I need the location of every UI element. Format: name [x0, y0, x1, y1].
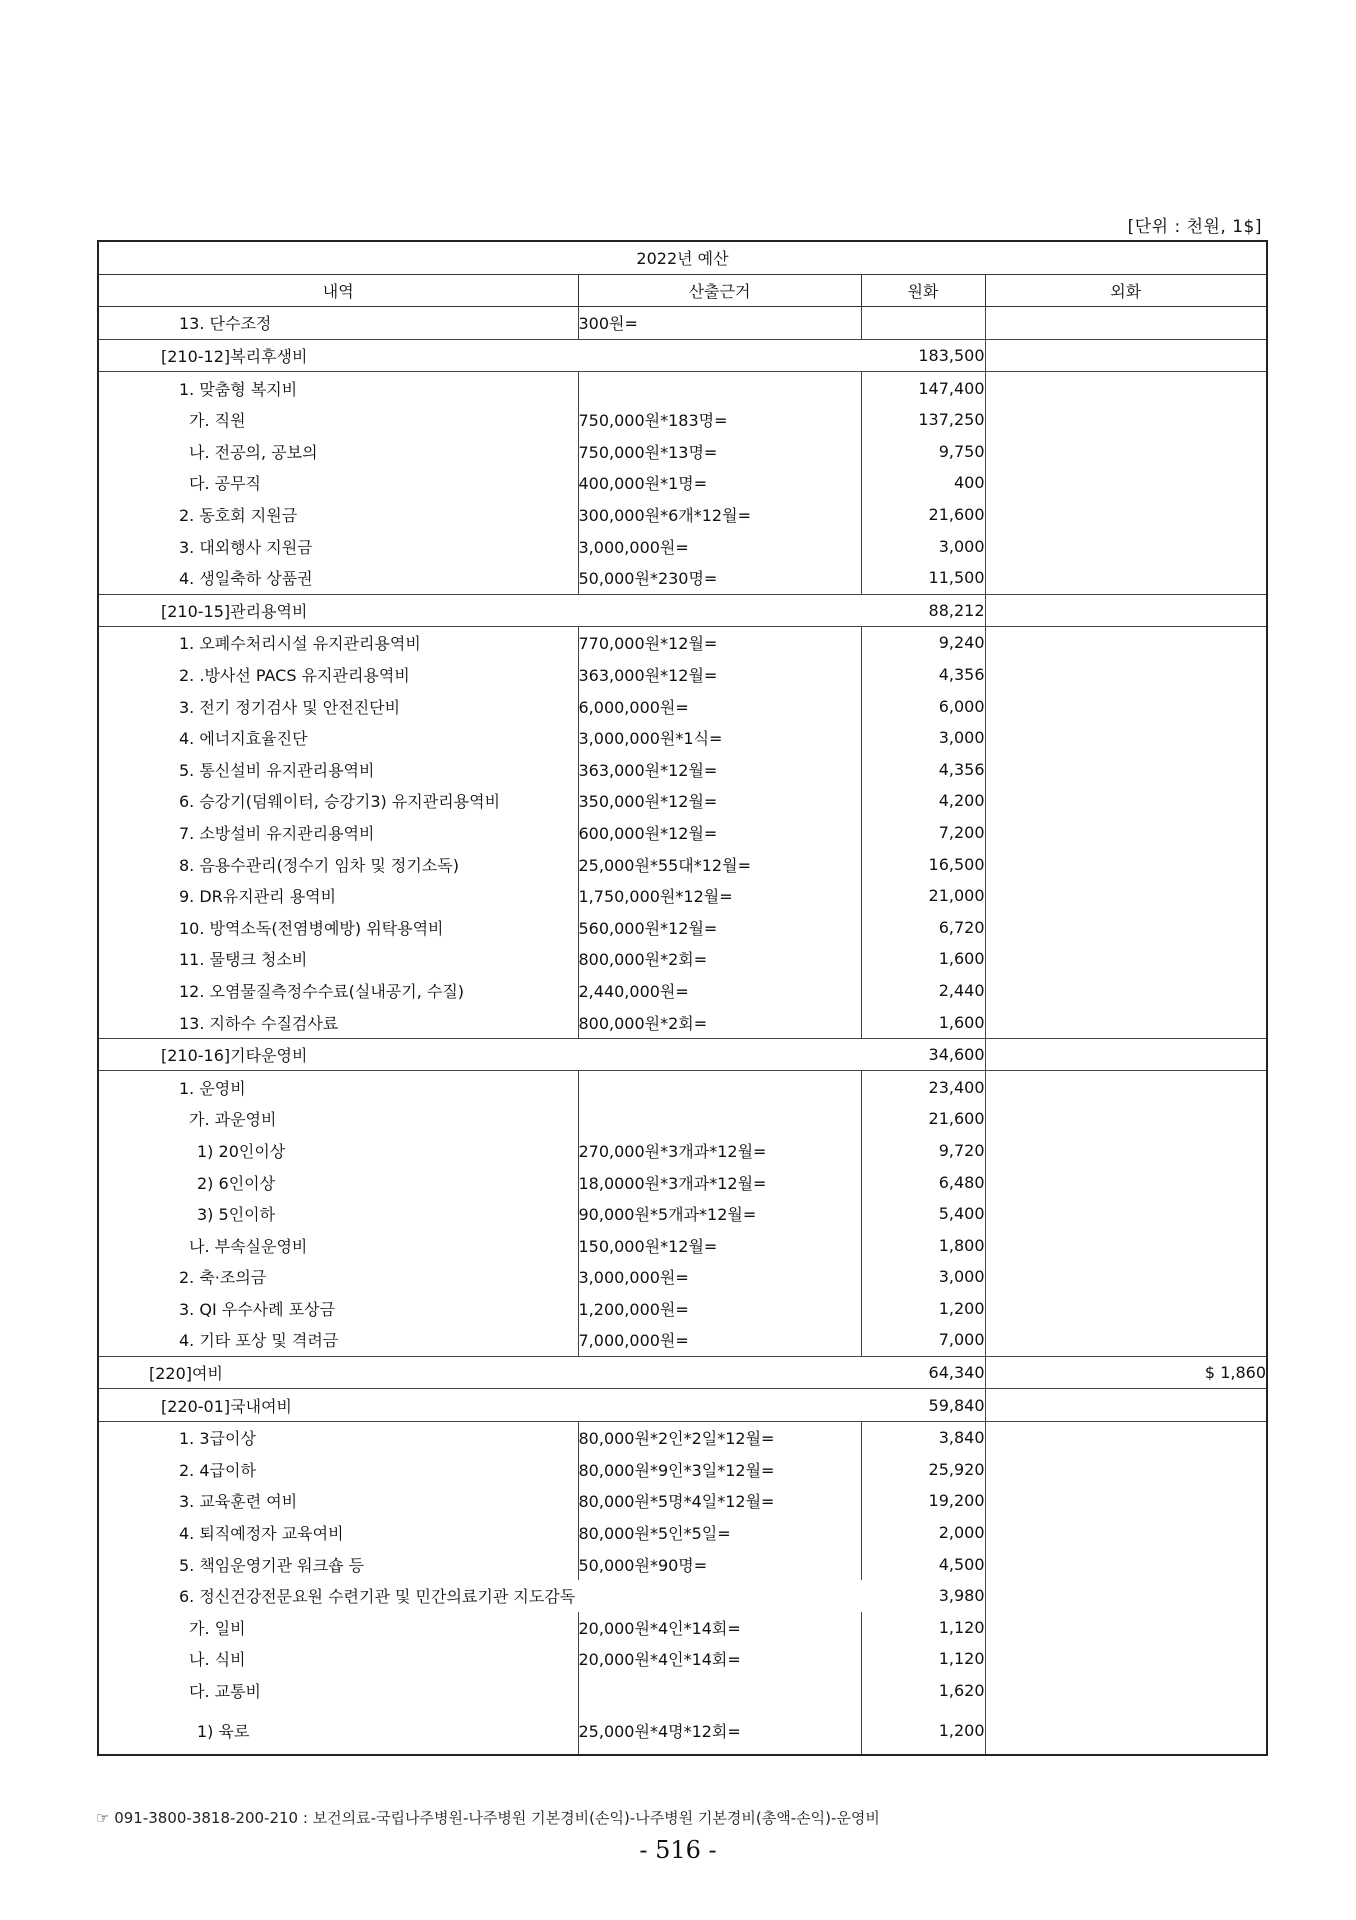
- page-number: - 516 -: [639, 1836, 717, 1864]
- row-foreign-amount: [985, 627, 1267, 659]
- row-won-amount: 9,240: [861, 627, 985, 659]
- row-description: 13. 지하수 수질검사료: [179, 1013, 339, 1033]
- table-row: [98, 880, 1267, 912]
- row-won-amount: 1,600: [861, 1006, 985, 1038]
- row-foreign-amount: [985, 880, 1267, 912]
- row-basis: 1,750,000원*12월=: [578, 880, 861, 912]
- row-basis: 363,000원*12월=: [578, 659, 861, 691]
- row-foreign-amount: $ 1,860: [985, 1356, 1267, 1389]
- row-description: 2) 6인이상: [197, 1173, 276, 1193]
- row-description: 1. 운영비: [98, 1071, 578, 1103]
- row-foreign-amount: [985, 499, 1267, 531]
- unit-label: [단위 : 천원, 1$]: [1127, 217, 1262, 237]
- row-description: 2. 축·조의금: [179, 1268, 267, 1288]
- row-won-amount: 34,600: [861, 1038, 985, 1071]
- row-description: 3. 대외행사 지원금: [179, 537, 313, 557]
- table-row: [98, 1293, 1267, 1325]
- footer-note: ☞ 091-3800-3818-200-210 : 보건의료-국립나주병원-나주병원 기본경비(손익)-나주병원 기본경비(총액-손익)-운영비: [96, 1809, 880, 1827]
- row-basis: 3,000,000원=: [578, 1261, 861, 1293]
- table-row: [98, 1517, 1267, 1549]
- row-basis: 50,000원*90명=: [578, 1548, 861, 1580]
- table-row: [98, 1229, 1267, 1261]
- row-basis: 560,000원*12월=: [578, 911, 861, 943]
- table-row: [98, 1421, 1267, 1453]
- row-won-amount: 3,840: [861, 1421, 985, 1453]
- row-basis: 20,000원*4인*14회=: [578, 1643, 861, 1675]
- row-won-amount: 1,200: [861, 1293, 985, 1325]
- budget-table: [97, 240, 1268, 1756]
- row-foreign-amount: [985, 1038, 1267, 1071]
- table-row: [98, 1166, 1267, 1198]
- row-won-amount: 4,500: [861, 1548, 985, 1580]
- row-description: [220]여비: [98, 1356, 861, 1389]
- row-basis: 80,000원*9인*3일*12월=: [578, 1454, 861, 1486]
- header-foreign: 외화: [985, 274, 1267, 307]
- table-row: [98, 467, 1267, 499]
- table-row: [98, 1454, 1267, 1486]
- row-foreign-amount: [985, 404, 1267, 436]
- row-won-amount: 21,600: [861, 499, 985, 531]
- row-description: 2. 4급이하: [179, 1460, 256, 1480]
- row-won-amount: 21,000: [861, 880, 985, 912]
- table-row: [98, 1324, 1267, 1356]
- row-won-amount: 4,200: [861, 785, 985, 817]
- row-won-amount: 2,000: [861, 1517, 985, 1549]
- row-won-amount: 1,600: [861, 943, 985, 975]
- row-basis: 1,200,000원=: [578, 1293, 861, 1325]
- row-foreign-amount: [985, 307, 1267, 340]
- row-foreign-amount: [985, 467, 1267, 499]
- row-foreign-amount: [985, 1135, 1267, 1167]
- header-description: 내역: [98, 274, 578, 307]
- row-foreign-amount: [985, 1421, 1267, 1453]
- row-won-amount: 9,750: [861, 436, 985, 468]
- row-won-amount: 1,200: [861, 1706, 985, 1755]
- row-basis: [578, 372, 861, 404]
- table-row: [98, 1612, 1267, 1644]
- table-row: [98, 1071, 1267, 1103]
- row-foreign-amount: [985, 594, 1267, 627]
- row-foreign-amount: [985, 372, 1267, 404]
- table-row: [98, 436, 1267, 468]
- row-won-amount: 16,500: [861, 848, 985, 880]
- row-foreign-amount: [985, 1103, 1267, 1135]
- row-description: 10. 방역소독(전염병예방) 위탁용역비: [179, 918, 444, 938]
- row-basis: [578, 1675, 861, 1707]
- row-foreign-amount: [985, 1229, 1267, 1261]
- row-description: 나. 부속실운영비: [189, 1236, 308, 1256]
- row-basis: 20,000원*4인*14회=: [578, 1612, 861, 1644]
- row-foreign-amount: [985, 722, 1267, 754]
- table-row: [98, 372, 1267, 404]
- row-won-amount: 1,800: [861, 1229, 985, 1261]
- row-description: 11. 물탱크 청소비: [179, 950, 308, 970]
- table-row: [98, 817, 1267, 849]
- row-foreign-amount: [985, 1198, 1267, 1230]
- row-won-amount: 59,840: [861, 1389, 985, 1422]
- table-row: [98, 1580, 1267, 1612]
- header-basis: 산출근거: [578, 274, 861, 307]
- row-description: [210-16]기타운영비: [98, 1038, 861, 1071]
- row-won-amount: 4,356: [861, 659, 985, 691]
- row-description: 5. 책임운영기관 워크숍 등: [179, 1555, 365, 1575]
- row-foreign-amount: [985, 1389, 1267, 1422]
- row-basis: 270,000원*3개과*12월=: [578, 1135, 861, 1167]
- table-row: [98, 943, 1267, 975]
- row-basis: 80,000원*2인*2일*12월=: [578, 1421, 861, 1453]
- row-description: 4. 퇴직예정자 교육여비: [179, 1524, 344, 1544]
- row-won-amount: 6,720: [861, 911, 985, 943]
- row-foreign-amount: [985, 785, 1267, 817]
- row-foreign-amount: [985, 1006, 1267, 1038]
- row-description: 다. 공무직: [189, 474, 261, 494]
- row-basis: 600,000원*12월=: [578, 817, 861, 849]
- row-description: 1. 오폐수처리시설 유지관리용역비: [98, 627, 578, 659]
- row-basis: 3,000,000원*1식=: [578, 722, 861, 754]
- row-won-amount: 3,000: [861, 530, 985, 562]
- row-won-amount: 1,120: [861, 1612, 985, 1644]
- table-row: [98, 1706, 1267, 1755]
- row-basis: 7,000,000원=: [578, 1324, 861, 1356]
- table-body: [98, 307, 1267, 1756]
- table-row: [98, 307, 1267, 340]
- row-basis: 18,0000원*3개과*12월=: [578, 1166, 861, 1198]
- row-description: 3. QI 우수사례 포상금: [179, 1299, 336, 1319]
- table-row: [98, 627, 1267, 659]
- row-description: 13. 단수조정: [98, 307, 578, 340]
- row-foreign-amount: [985, 530, 1267, 562]
- row-basis: 363,000원*12월=: [578, 754, 861, 786]
- table-row: [98, 659, 1267, 691]
- row-basis: [578, 1103, 861, 1135]
- row-basis: 2,440,000원=: [578, 975, 861, 1007]
- table-row: [98, 1643, 1267, 1675]
- row-basis: 800,000원*2회=: [578, 1006, 861, 1038]
- row-foreign-amount: [985, 754, 1267, 786]
- row-basis: 80,000원*5인*5일=: [578, 1517, 861, 1549]
- row-description: 4. 생일축하 상품권: [179, 569, 313, 589]
- table-row: [98, 1198, 1267, 1230]
- row-description: 다. 교통비: [189, 1682, 261, 1702]
- row-won-amount: [861, 307, 985, 340]
- row-foreign-amount: [985, 1166, 1267, 1198]
- row-description: 나. 전공의, 공보의: [189, 442, 318, 462]
- row-foreign-amount: [985, 436, 1267, 468]
- row-basis: 6,000,000원=: [578, 690, 861, 722]
- row-foreign-amount: [985, 1485, 1267, 1517]
- row-description: 5. 통신설비 유지관리용역비: [179, 760, 375, 780]
- row-foreign-amount: [985, 1548, 1267, 1580]
- row-basis: 750,000원*13명=: [578, 436, 861, 468]
- table-row: [98, 1389, 1267, 1422]
- table-row: [98, 754, 1267, 786]
- row-basis: 300원=: [578, 307, 861, 340]
- row-won-amount: 64,340: [861, 1356, 985, 1389]
- table-row: [98, 785, 1267, 817]
- row-description: 7. 소방설비 유지관리용역비: [179, 823, 375, 843]
- row-description: 1. 3급이상: [98, 1421, 578, 1453]
- table-row: [98, 499, 1267, 531]
- row-foreign-amount: [985, 1675, 1267, 1707]
- row-basis: [578, 1071, 861, 1103]
- row-description: [210-12]복리후생비: [98, 339, 861, 372]
- row-won-amount: 9,720: [861, 1135, 985, 1167]
- row-won-amount: 7,200: [861, 817, 985, 849]
- row-basis: 800,000원*2회=: [578, 943, 861, 975]
- row-won-amount: 23,400: [861, 1071, 985, 1103]
- row-description: 8. 음용수관리(정수기 임차 및 정기소독): [179, 855, 459, 875]
- row-basis: 25,000원*55대*12월=: [578, 848, 861, 880]
- row-foreign-amount: [985, 1517, 1267, 1549]
- row-won-amount: 400: [861, 467, 985, 499]
- table-row: [98, 1006, 1267, 1038]
- row-foreign-amount: [985, 1643, 1267, 1675]
- row-foreign-amount: [985, 659, 1267, 691]
- row-description: 3. 교육훈련 여비: [179, 1492, 298, 1512]
- row-foreign-amount: [985, 1261, 1267, 1293]
- row-basis: 300,000원*6개*12월=: [578, 499, 861, 531]
- row-foreign-amount: [985, 975, 1267, 1007]
- table-row: [98, 911, 1267, 943]
- row-foreign-amount: [985, 943, 1267, 975]
- row-description: 1) 20인이상: [197, 1141, 286, 1161]
- table-row: [98, 1103, 1267, 1135]
- row-won-amount: 25,920: [861, 1454, 985, 1486]
- row-won-amount: 1,620: [861, 1675, 985, 1707]
- row-won-amount: 11,500: [861, 562, 985, 594]
- row-description: 6. 정신건강전문요원 수련기관 및 민간의료기관 지도감독: [179, 1587, 576, 1607]
- row-won-amount: 183,500: [861, 339, 985, 372]
- row-foreign-amount: [985, 690, 1267, 722]
- row-won-amount: 6,000: [861, 690, 985, 722]
- row-description: 9. DR유지관리 용역비: [179, 887, 337, 907]
- header-won: 원화: [861, 274, 985, 307]
- row-foreign-amount: [985, 817, 1267, 849]
- row-foreign-amount: [985, 1706, 1267, 1755]
- table-row: [98, 1485, 1267, 1517]
- table-row: [98, 722, 1267, 754]
- row-won-amount: 21,600: [861, 1103, 985, 1135]
- row-foreign-amount: [985, 1324, 1267, 1356]
- row-description: 6. 승강기(덤웨이터, 승강기3) 유지관리용역비: [179, 792, 501, 812]
- row-description: 2. 동호회 지원금: [179, 506, 298, 526]
- row-won-amount: 3,000: [861, 722, 985, 754]
- row-description: 2. .방사선 PACS 유지관리용역비: [179, 666, 410, 686]
- row-basis: 350,000원*12월=: [578, 785, 861, 817]
- row-description: 4. 에너지효율진단: [179, 729, 308, 749]
- row-foreign-amount: [985, 1612, 1267, 1644]
- row-description: 3) 5인이하: [197, 1205, 276, 1225]
- table-row: [98, 1135, 1267, 1167]
- row-foreign-amount: [985, 1580, 1267, 1612]
- row-basis: 400,000원*1명=: [578, 467, 861, 499]
- table-row: [98, 975, 1267, 1007]
- table-row: [98, 562, 1267, 594]
- row-basis: 50,000원*230명=: [578, 562, 861, 594]
- row-description: 3. 전기 정기검사 및 안전진단비: [179, 697, 401, 717]
- row-won-amount: 137,250: [861, 404, 985, 436]
- row-basis: 90,000원*5개과*12월=: [578, 1198, 861, 1230]
- row-foreign-amount: [985, 339, 1267, 372]
- row-won-amount: 3,980: [861, 1580, 985, 1612]
- row-won-amount: 5,400: [861, 1198, 985, 1230]
- row-won-amount: 4,356: [861, 754, 985, 786]
- row-basis: 25,000원*4명*12회=: [578, 1706, 861, 1755]
- row-won-amount: 3,000: [861, 1261, 985, 1293]
- row-won-amount: 147,400: [861, 372, 985, 404]
- table-row: [98, 404, 1267, 436]
- row-won-amount: 2,440: [861, 975, 985, 1007]
- row-basis: 770,000원*12월=: [578, 627, 861, 659]
- row-won-amount: 1,120: [861, 1643, 985, 1675]
- row-description: 가. 일비: [189, 1618, 246, 1638]
- table-row: [98, 1675, 1267, 1707]
- row-foreign-amount: [985, 1454, 1267, 1486]
- row-foreign-amount: [985, 1071, 1267, 1103]
- row-description: [220-01]국내여비: [98, 1389, 861, 1422]
- row-basis: 80,000원*5명*4일*12월=: [578, 1485, 861, 1517]
- row-description: 1. 맞춤형 복지비: [98, 372, 578, 404]
- table-row: [98, 1261, 1267, 1293]
- row-won-amount: 6,480: [861, 1166, 985, 1198]
- row-description: 12. 오염물질측정수수료(실내공기, 수질): [179, 981, 465, 1001]
- row-description: [210-15]관리용역비: [98, 594, 861, 627]
- table-row: [98, 339, 1267, 372]
- row-description: 4. 기타 포상 및 격려금: [179, 1331, 339, 1351]
- row-description: 나. 식비: [189, 1650, 246, 1670]
- row-foreign-amount: [985, 562, 1267, 594]
- row-description: 1) 육로: [197, 1721, 250, 1741]
- table-row: [98, 1038, 1267, 1071]
- table-row: [98, 690, 1267, 722]
- row-basis: 150,000원*12월=: [578, 1229, 861, 1261]
- row-basis: 3,000,000원=: [578, 530, 861, 562]
- table-row: [98, 1548, 1267, 1580]
- row-basis: 750,000원*183명=: [578, 404, 861, 436]
- row-foreign-amount: [985, 911, 1267, 943]
- row-foreign-amount: [985, 848, 1267, 880]
- row-won-amount: 7,000: [861, 1324, 985, 1356]
- row-description: 가. 직원: [189, 411, 246, 431]
- row-won-amount: 19,200: [861, 1485, 985, 1517]
- table-row: [98, 1356, 1267, 1389]
- table-row: [98, 848, 1267, 880]
- row-foreign-amount: [985, 1293, 1267, 1325]
- row-description: 가. 과운영비: [189, 1110, 277, 1130]
- row-won-amount: 88,212: [861, 594, 985, 627]
- table-title: 2022년 예산: [98, 241, 1267, 274]
- table-row: [98, 594, 1267, 627]
- table-row: [98, 530, 1267, 562]
